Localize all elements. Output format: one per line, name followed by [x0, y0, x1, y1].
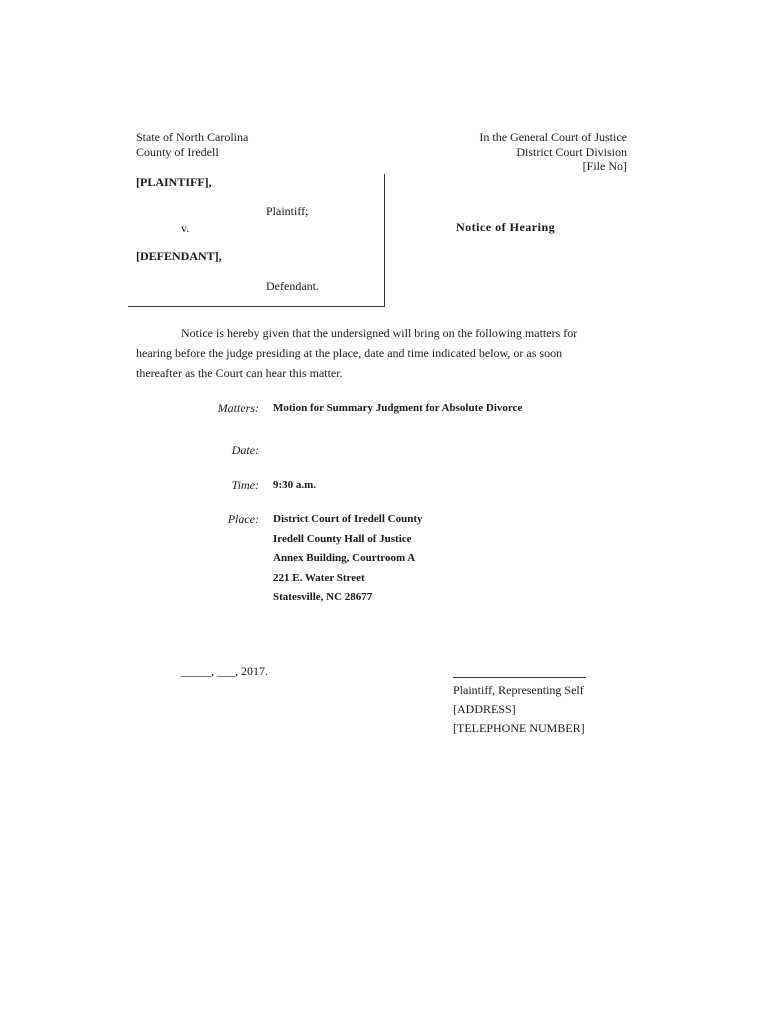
defendant-role: Defendant. [266, 279, 319, 293]
place-line-3: Annex Building, Courtroom A [273, 552, 416, 564]
signer-name: Plaintiff, Representing Self [453, 683, 584, 697]
plaintiff-name: [PLAINTIFF], [136, 175, 212, 189]
signer-phone: [TELEPHONE NUMBER] [453, 721, 585, 735]
document-title: Notice of Hearing [456, 220, 556, 234]
date-label: Date: [231, 443, 259, 457]
matters-label: Matters: [217, 401, 259, 415]
signature-line [453, 677, 586, 678]
state-name: State of North Carolina [136, 130, 249, 144]
caption-horizontal-divider [128, 306, 385, 307]
plaintiff-role: Plaintiff; [266, 204, 309, 218]
signer-address: [ADDRESS] [453, 702, 516, 716]
matters-value: Motion for Summary Judgment for Absolute Divorce [273, 402, 523, 414]
place-line-5: Statesville, NC 28677 [273, 591, 373, 603]
place-line-1: District Court of Iredell County [273, 513, 423, 525]
caption-vertical-divider [384, 174, 385, 307]
signature-date: _____, ___, 2017. [181, 664, 268, 678]
notice-paragraph [136, 323, 606, 383]
court-name: In the General Court of Justice [479, 130, 627, 144]
file-number: [File No] [582, 159, 627, 173]
notice-line-2: hearing before the judge presiding at the place, date and time indicated below, or as soon [136, 346, 563, 360]
place-line-4: 221 E. Water Street [273, 572, 365, 584]
notice-line-1: Notice is hereby given that the undersigned will bring on the following matters for [181, 326, 578, 340]
place-line-2: Iredell County Hall of Justice [273, 533, 412, 545]
versus-label: v. [181, 221, 190, 235]
place-label: Place: [227, 512, 259, 526]
time-label: Time: [231, 478, 259, 492]
county-name: County of Iredell [136, 145, 219, 159]
court-division: District Court Division [516, 145, 627, 159]
defendant-name: [DEFENDANT], [136, 249, 222, 263]
notice-line-3: thereafter as the Court can hear this matter. [136, 366, 343, 380]
time-value: 9:30 a.m. [273, 479, 317, 491]
